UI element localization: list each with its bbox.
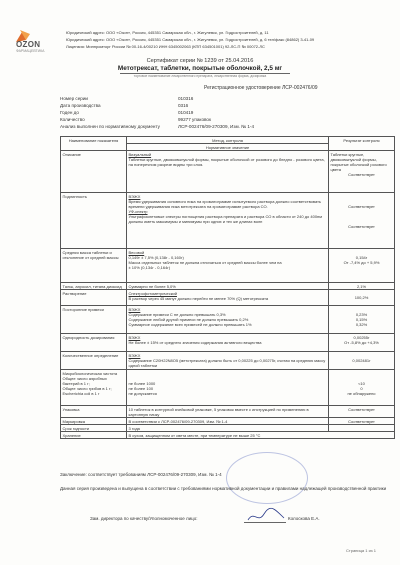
row-norms-text-2: Содержание любой другой примеси не должно превышать 0,2% xyxy=(128,316,249,322)
table-row xyxy=(61,290,395,306)
row-norms-text-3: ± 10% (0,134г - 0,164г) xyxy=(128,264,171,270)
row-name: Маркировка xyxy=(61,418,127,425)
header-method: Метод, контроля xyxy=(127,137,329,144)
row-result xyxy=(329,370,395,406)
logo-subtitle: ФАРМАЦЕВТИКА xyxy=(16,49,45,53)
row-norms-text: Таблетки круглые, двояковыпуклой формы, покрытые оболочкой от розового до бледно - розового цвета, на поперечном разрезе видны три слоя. xyxy=(128,156,325,167)
product-caption: торговое наименование лекарственного препарата, лекарственная форма, дозировка xyxy=(133,74,267,78)
row-name: Посторонние примеси xyxy=(61,306,127,334)
row-subname: Escherichia coli в 1 г xyxy=(62,390,100,396)
row-result-line: 0 xyxy=(360,385,363,391)
row-result-text: 0,00255г xyxy=(353,334,370,340)
row-result-text: 0,23% xyxy=(355,311,368,317)
row-result-text: 0,002481г xyxy=(352,357,371,363)
license-line: Лицензия: Минпромторг России № 00-16-4/00210 ИНН 6345002063 (КПП 634501001) 92-ЛС-П № 00072-ЛС xyxy=(66,44,265,49)
table-row xyxy=(61,249,395,283)
page-number: Страница 1 из 1 xyxy=(346,548,376,553)
meta-row-expiry xyxy=(60,110,360,115)
row-result-text-3: 0,32% xyxy=(355,321,368,327)
table-row xyxy=(61,370,395,406)
signature-label: Зам. директора по качеству/Уполномоченное лицо: xyxy=(90,516,198,521)
meta-row-normative-document xyxy=(60,124,360,129)
table-row xyxy=(61,283,395,290)
table-row xyxy=(61,418,395,425)
row-method: Спектрофотометрический xyxy=(128,290,177,296)
row-norms-text: Содержание C20H22N8O5 (метотрексата) должно быть от 0,00225 до 0,00275г, считая на среднюю массу одной таблетки xyxy=(128,357,326,368)
row-name: Растворение xyxy=(61,290,127,306)
row-name: Упаковка xyxy=(61,406,127,418)
row-name: Хранение xyxy=(61,432,127,439)
meta-label: Годен до xyxy=(60,110,79,115)
meta-row-quantity xyxy=(60,117,360,122)
meta-value: ЛСР-002476/09-270309, Изм. № 1-4 xyxy=(178,124,255,129)
row-name: Средняя масса таблетки и отклонение от средней массы xyxy=(61,249,127,283)
signature-line xyxy=(244,522,286,523)
row-method: ВЭЖХ xyxy=(128,352,141,358)
row-norms: Суммарно не более 5,0% xyxy=(127,283,329,290)
row-result-text: 100,2% xyxy=(354,294,369,300)
row-result xyxy=(329,193,395,249)
row-norms xyxy=(127,290,329,306)
row-result-verdict: Соответствует xyxy=(348,171,375,177)
meta-label: Анализ выполнен по нормативному документу xyxy=(60,124,160,129)
row-name: Количественное определение xyxy=(61,352,127,370)
meta-label: Дата производства xyxy=(60,103,101,108)
row-name: Подлинность xyxy=(61,193,127,249)
row-norms: В сухом, защищенном от света месте, при температуре не выше 25 °С xyxy=(127,432,395,439)
row-norms xyxy=(127,370,329,406)
row-norms xyxy=(127,151,329,193)
row-method: Весовой xyxy=(128,249,145,255)
row-result-text-2: От -7,4% до + 5,9% xyxy=(343,259,380,265)
row-result: 2,1% xyxy=(329,283,395,290)
product-name: Метотрексат, таблетки, покрытые оболочкой, 2,5 мг xyxy=(117,65,283,72)
meta-row-series xyxy=(60,96,360,101)
row-norms-text: Время удерживания основного пика на хроматограмме испытуемого раствора должно соответствовать времени удерживания пика метотрексата на хроматограмме раствора СО. xyxy=(128,198,322,209)
row-result xyxy=(329,249,395,283)
row-result-text: Таблетки круглые, двояковыпуклой формы, покрытые оболочкой розового цвета xyxy=(330,151,387,172)
row-method: ВЭЖХ xyxy=(128,193,141,199)
row-norms-line: не более 100 xyxy=(128,385,154,391)
row-result: Соответствует xyxy=(329,418,395,425)
table-row xyxy=(61,352,395,370)
handwritten-signature xyxy=(246,506,286,526)
row-result-text-2: Соответствует xyxy=(348,223,375,229)
row-result xyxy=(329,425,395,432)
row-norms-text-3: Суммарное содержание всех примесей не должно превышать 1% xyxy=(128,321,252,327)
row-norms xyxy=(127,352,329,370)
row-norms-text: Не более ± 15% от среднего значения содержания активного вещества xyxy=(128,339,262,345)
table-row xyxy=(61,425,395,432)
row-name xyxy=(61,370,127,406)
row-norms xyxy=(127,306,329,334)
row-norms xyxy=(127,193,329,249)
row-norms xyxy=(127,249,329,283)
table-row xyxy=(61,306,395,334)
row-result: Соответствует xyxy=(329,406,395,418)
row-method: Визуальный xyxy=(128,151,152,157)
row-result xyxy=(329,306,395,334)
table-header-row xyxy=(61,137,395,144)
legal-address: Юридический адрес: ООО «Озон», Россия, 445351 Самарская обл., г. Жигулевск, ул. Гидростроителей, д. 11 xyxy=(66,30,269,35)
row-norms-line: не допускается xyxy=(128,390,157,396)
row-name: Срок годности xyxy=(61,425,127,432)
row-norms-text-2: Ультрафиолетовые спектры поглощения раствора препарата и раствора СО в области от 240 до 400нм должны иметь максимумы и минимумы при одних и тех же длинах волн xyxy=(128,213,323,224)
row-norms xyxy=(127,334,329,352)
meta-label: Количество xyxy=(60,117,85,122)
row-name-text: Микробиологическая чистота xyxy=(62,370,118,376)
header-norms: Нормативное значение xyxy=(127,144,329,151)
row-norms-text: 0,149г ± 7,5% (0,138г - 0,160г) xyxy=(128,254,184,260)
row-name: Однородность дозирования xyxy=(61,334,127,352)
table-row xyxy=(61,406,395,418)
meta-row-production-date xyxy=(60,103,360,108)
registration-number: Регистрационное удостоверение ЛСР-002476/09 xyxy=(204,85,318,91)
row-method: ВЭЖХ xyxy=(128,306,141,312)
table-row xyxy=(61,193,395,249)
row-method-2: УФ-спектр xyxy=(128,208,148,214)
row-result xyxy=(329,290,395,306)
row-result-line: <10 xyxy=(358,380,365,386)
meta-label: Номер серии xyxy=(60,96,88,101)
certificate-title: Сертификат серии № 1239 от 25.04.2016 xyxy=(146,58,254,64)
header-indicator: Наименование показателя xyxy=(61,137,127,151)
row-norms-text: Содержание примеси С не должно превышать 0,3% xyxy=(128,311,226,317)
table-row xyxy=(61,151,395,193)
meta-value: 010419 xyxy=(178,110,194,115)
quality-table xyxy=(60,136,395,439)
meta-value: 010316 xyxy=(178,96,194,101)
row-result xyxy=(329,151,395,193)
row-norms: 3 года xyxy=(127,425,329,432)
row-subname: Общее число грибов в 1 г; xyxy=(62,385,112,391)
row-norms-text-2: Масса отдельных таблеток не должна отличаться от средней массы более чем на xyxy=(128,259,282,265)
row-result-text: Соответствует xyxy=(348,203,375,209)
row-norms: В соответствии с ЛСР-002476/09-270309, Изм. № 1-4 xyxy=(127,418,329,425)
row-result-text: 0,154г xyxy=(355,254,368,260)
table-row xyxy=(61,334,395,352)
row-result-line: не обнаружено xyxy=(347,390,376,396)
row-result-text-2: От -5,8% до +4,3% xyxy=(344,339,379,345)
row-norms-line: не более 1000 xyxy=(128,380,156,386)
meta-value: 0316 xyxy=(178,103,189,108)
signatory-name: Колоскова Е.А. xyxy=(288,516,320,521)
logo-text: OZON xyxy=(16,40,41,49)
meta-value: 99277 упаковок xyxy=(178,117,211,122)
conclusion-text: Заключение: соответствует требованиям ЛСР-002476/09-270309, Изм. № 1-4 xyxy=(60,472,222,477)
row-result-text-2: 0,15% xyxy=(355,316,368,322)
declaration-text: Данная серия произведена и выпущена в соответствии с требованиями нормативной документации и правилами надлежащей производственной практики xyxy=(60,486,387,491)
row-method: ВЭЖХ xyxy=(128,334,141,340)
header-result: Результат контроля xyxy=(329,137,395,151)
legal-address-2: Юридический адрес: ООО «Озон», Россия, 445351 Самарская обл., г. Жигулевск, ул. Гидростроителей, д. 6 тел/факс (84862) 3-41-09 xyxy=(66,37,315,42)
official-stamp xyxy=(226,452,308,504)
row-name: Описание xyxy=(61,151,127,193)
row-norms-text: В раствор через 45 минут должно перейти не менее 70% (Q) метотрексата xyxy=(128,295,269,301)
row-name: Тальк, аэросил, титана диоксид xyxy=(61,283,127,290)
row-result xyxy=(329,334,395,352)
row-subname: Общее число аэробных бактерий в 1 г; xyxy=(62,375,107,386)
row-norms: 10 таблеток в контурной ячейковой упаковке, 5 упаковок вместе с инструкцией по применению в картонную пачку xyxy=(127,406,329,418)
table-row xyxy=(61,432,395,439)
row-result xyxy=(329,352,395,370)
